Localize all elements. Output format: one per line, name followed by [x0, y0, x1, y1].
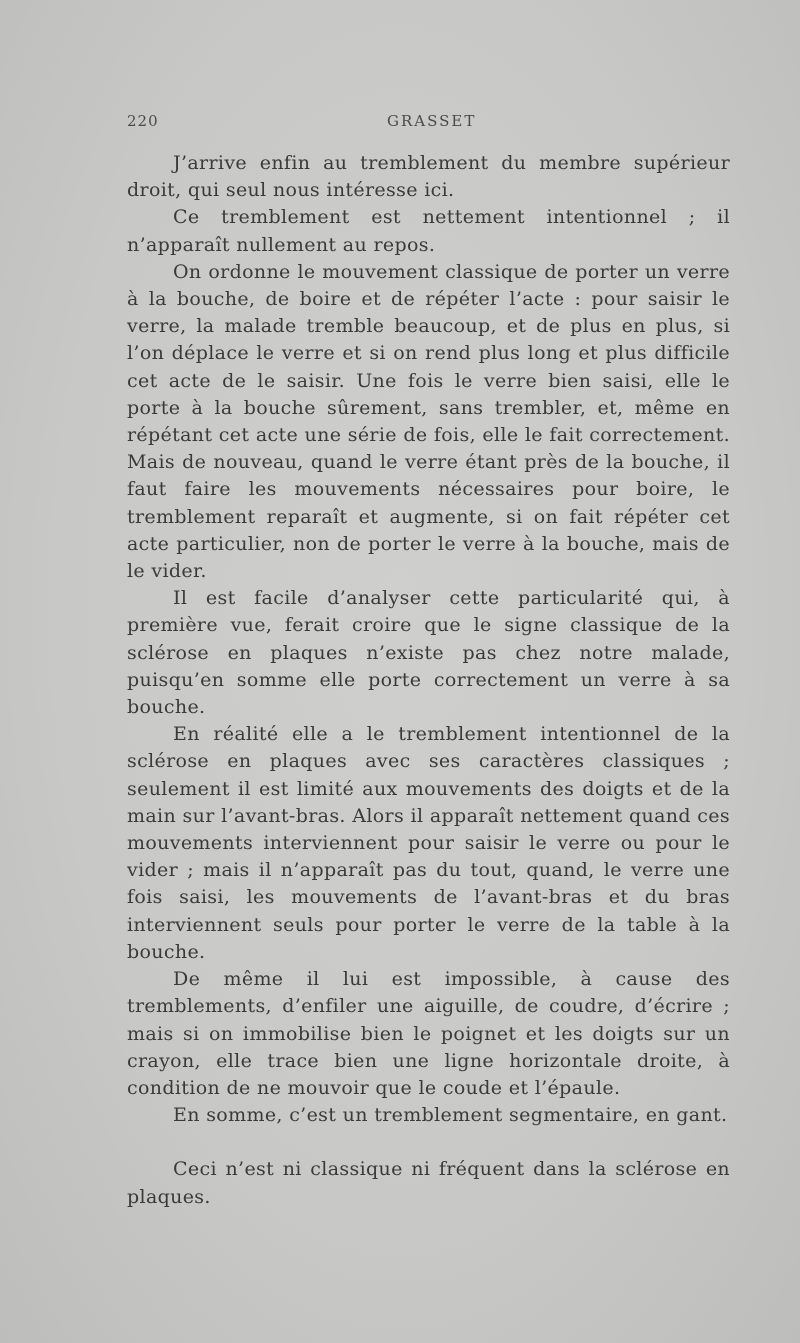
- paragraph: On ordonne le mouvement classique de porter un verre à la bouche, de boire et de répéter l’acte : pour saisir le verre, la malade tremble beaucoup, et de plus en plus, si l’on déplace le verre et si on rend plus long et plus difficile cet acte de le saisir. Une fois le verre bien saisi, elle le porte à la bouche sûrement, sans trembler, et, même en répétant cet acte une série de fois, elle le fait correctement. Mais de nouveau, quand le verre étant près de la bouche, il faut faire les mouvements nécessaires pour boire, le tremblement reparaît et augmente, si on fait répéter cet acte particulier, non de porter le verre à la bouche, mais de le vider.: [127, 260, 730, 583]
- paragraph: De même il lui est impossible, à cause des tremblements, d’enfiler une aiguille, de coudre, d’écrire ; mais si on immobilise bien le poignet et les doigts sur un crayon, elle trace bien une ligne horizontale droite, à condition de ne mouvoir que le coude et l’épaule.: [127, 968, 730, 1099]
- body-text: [127, 150, 730, 1211]
- page-number: 220: [127, 112, 159, 130]
- page-header: [127, 112, 730, 134]
- paragraph: En somme, c’est un tremblement segmentaire, en gant.: [173, 1104, 728, 1127]
- paragraph: Ce tremblement est nettement intentionnel ; il n’apparaît nullement au repos.: [127, 206, 730, 256]
- paragraph: J’arrive enfin au tremblement du membre supérieur droit, qui seul nous intéresse ici.: [127, 152, 730, 202]
- paragraph: En réalité elle a le tremblement intentionnel de la sclérose en plaques avec ses caractères classiques ; seulement il est limité aux mouvements des doigts et de la main sur l’avant-bras. Alors il apparaît nettement quand ces mouvements interviennent pour saisir le verre ou pour le vider ; mais il n’apparaît pas du tout, quand, le verre une fois saisi, les mouvements de l’avant-bras et du bras interviennent seuls pour porter le verre de la table à la bouche.: [127, 723, 730, 963]
- running-head: GRASSET: [387, 112, 477, 130]
- paragraph: Ceci n’est ni classique ni fréquent dans la sclérose en plaques.: [127, 1158, 730, 1208]
- paragraph: Il est facile d’analyser cette particularité qui, à première vue, ferait croire que le signe classique de la sclérose en plaques n’existe pas chez notre malade, puisqu’en somme elle porte correctement un verre à sa bouche.: [127, 587, 730, 719]
